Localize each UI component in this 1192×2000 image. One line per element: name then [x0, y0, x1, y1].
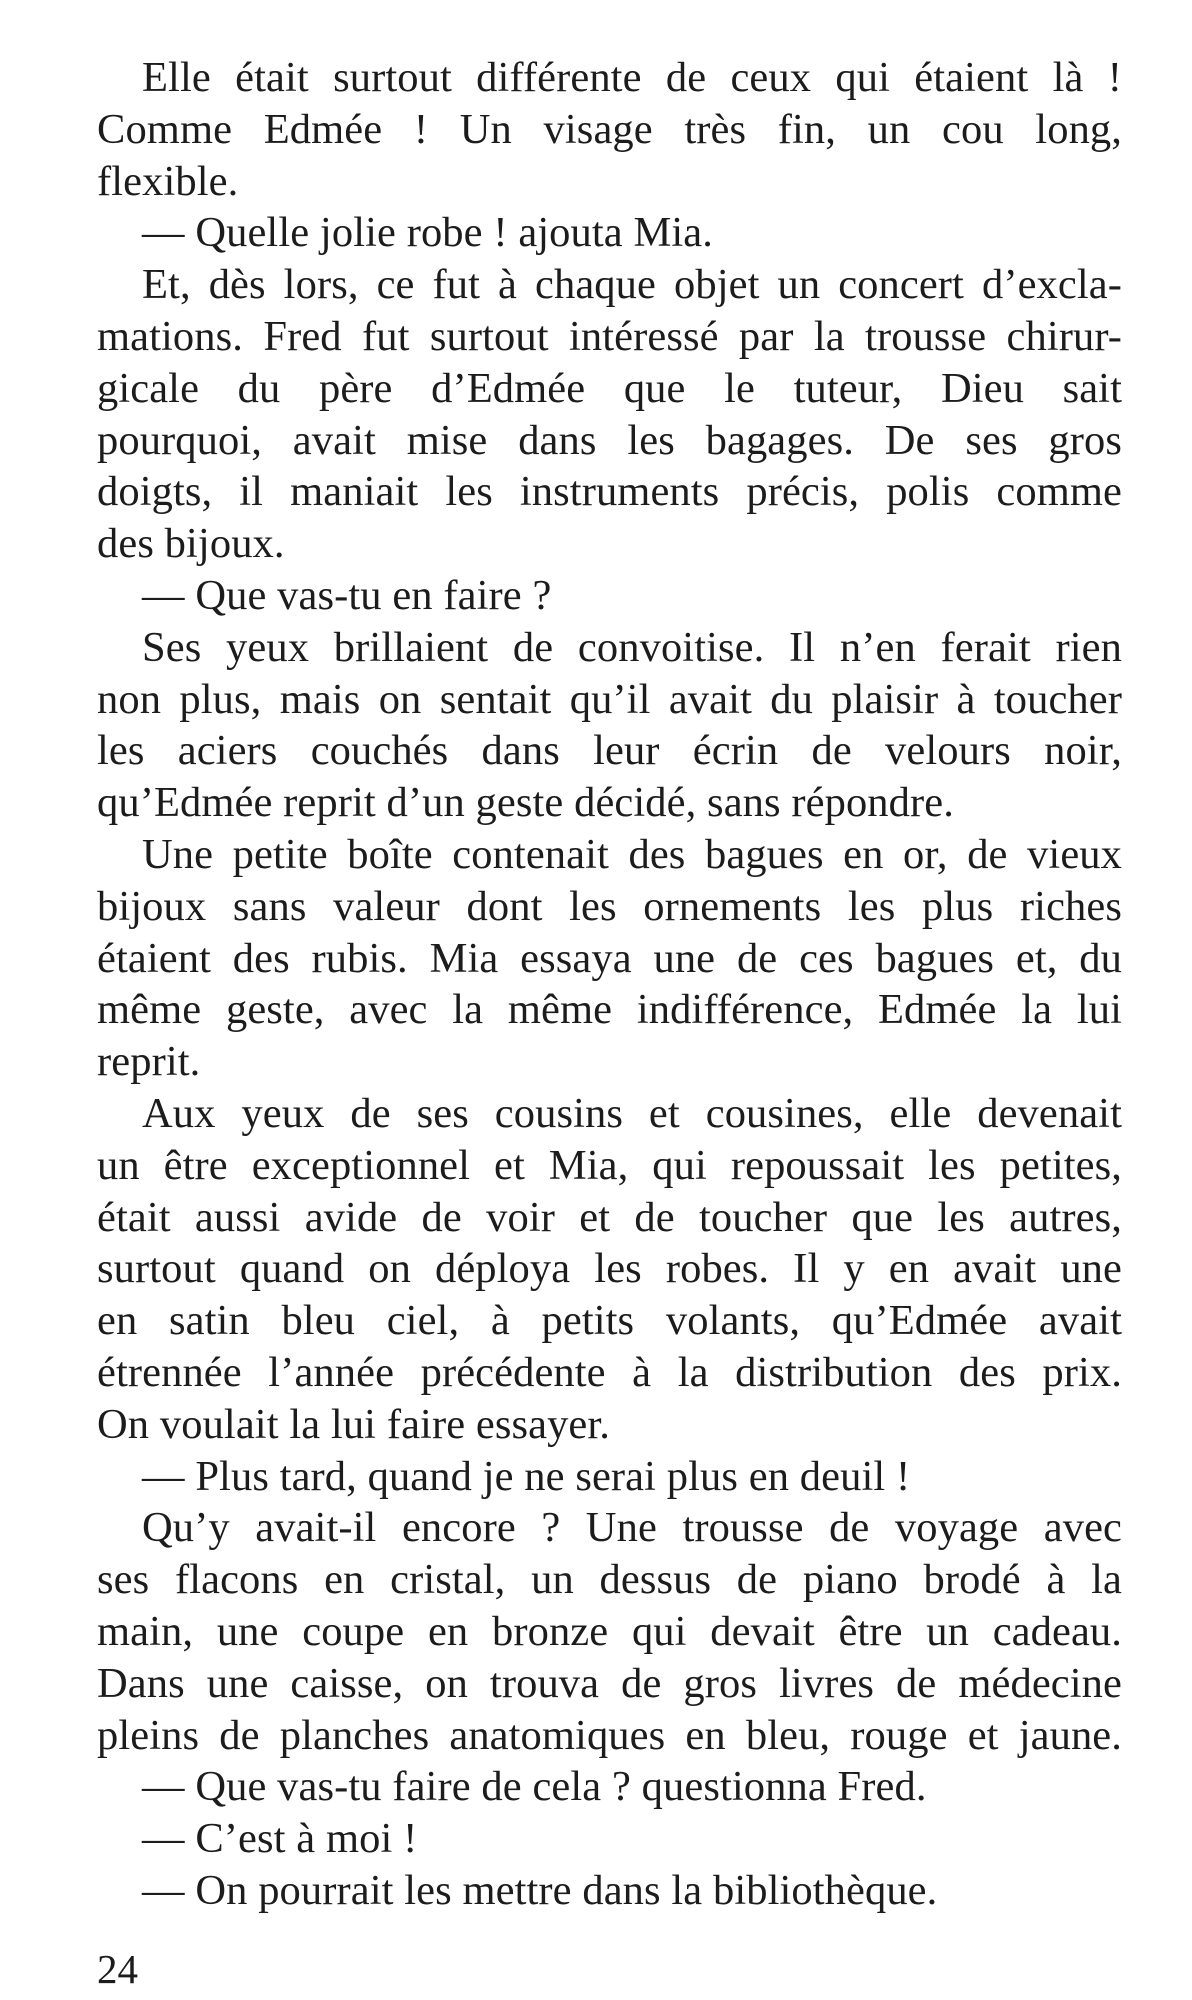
- text-line: Et, dès lors, ce fut à chaque objet un concert d’excla-: [142, 261, 1122, 309]
- text-line: gicale du père d’Edmée que le tuteur, Dieu sait: [97, 364, 1122, 412]
- body-text: [97, 52, 1122, 1917]
- text-line: mations. Fred fut surtout intéressé par la trousse chirur-: [97, 312, 1122, 360]
- text-line: était aussi avide de voir et de toucher que les autres,: [97, 1193, 1122, 1241]
- text-line: les aciers couchés dans leur écrin de velours noir,: [97, 727, 1122, 775]
- text-line: pourquoi, avait mise dans les bagages. De ses gros: [97, 416, 1122, 464]
- dialogue-line: — Que vas-tu faire de cela ? questionna Fred.: [142, 1763, 927, 1811]
- text-line: étrennée l’année précédente à la distribution des prix.: [97, 1348, 1122, 1396]
- text-line: main, une coupe en bronze qui devait être un cadeau.: [97, 1607, 1122, 1655]
- text-line: Aux yeux de ses cousins et cousines, elle devenait: [142, 1089, 1122, 1137]
- text-line: doigts, il maniait les instruments précis, polis comme: [97, 468, 1122, 516]
- dialogue-line: — Que vas-tu en faire ?: [142, 571, 552, 619]
- text-line: flexible.: [97, 157, 239, 205]
- text-line: des bijoux.: [97, 520, 285, 568]
- dialogue-line: — Quelle jolie robe ! ajouta Mia.: [142, 209, 713, 257]
- text-line: pleins de planches anatomiques en bleu, rouge et jaune.: [97, 1711, 1122, 1759]
- page-number: 24: [97, 1946, 138, 1992]
- text-line: en satin bleu ciel, à petits volants, qu’Edmée avait: [97, 1297, 1122, 1345]
- text-line: reprit.: [97, 1038, 201, 1086]
- dialogue-line: — Plus tard, quand je ne serai plus en deuil !: [142, 1452, 911, 1500]
- text-line: ses flacons en cristal, un dessus de piano brodé à la: [97, 1556, 1122, 1604]
- text-line: non plus, mais on sentait qu’il avait du plaisir à toucher: [97, 675, 1122, 723]
- text-line: On voulait la lui faire essayer.: [97, 1400, 611, 1448]
- text-line: Comme Edmée ! Un visage très fin, un cou long,: [97, 105, 1122, 153]
- dialogue-line: — On pourrait les mettre dans la bibliothèque.: [142, 1866, 938, 1914]
- text-line: même geste, avec la même indifférence, Edmée la lui: [97, 986, 1122, 1034]
- text-line: Une petite boîte contenait des bagues en or, de vieux: [142, 830, 1122, 878]
- text-line: surtout quand on déploya les robes. Il y en avait une: [97, 1245, 1122, 1293]
- text-line: un être exceptionnel et Mia, qui repoussait les petites,: [97, 1141, 1122, 1189]
- text-line: qu’Edmée reprit d’un geste décidé, sans répondre.: [97, 779, 954, 827]
- text-line: Elle était surtout différente de ceux qui étaient là !: [142, 54, 1122, 101]
- text-line: Qu’y avait-il encore ? Une trousse de voyage avec: [142, 1504, 1122, 1552]
- dialogue-line: — C’est à moi !: [142, 1815, 418, 1863]
- text-line: étaient des rubis. Mia essaya une de ces bagues et, du: [97, 934, 1122, 982]
- text-line: bijoux sans valeur dont les ornements les plus riches: [97, 882, 1122, 930]
- text-line: Dans une caisse, on trouva de gros livres de médecine: [97, 1659, 1122, 1707]
- text-line: Ses yeux brillaient de convoitise. Il n’en ferait rien: [142, 623, 1122, 671]
